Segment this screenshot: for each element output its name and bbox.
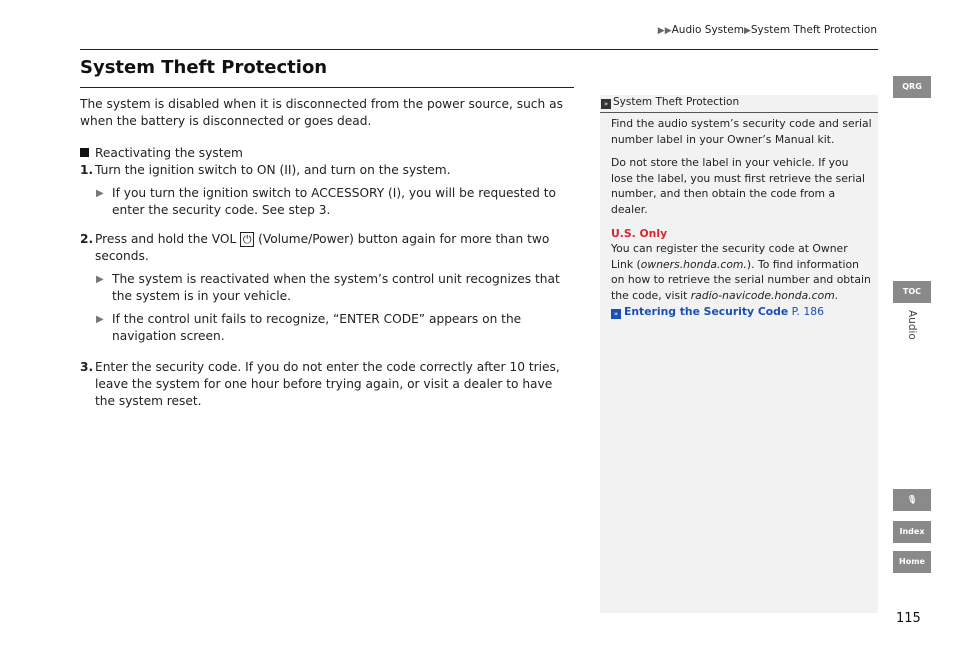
breadcrumb-section[interactable]: Audio System [671,24,744,36]
section-side-label: Audio [906,310,918,340]
tab-voice[interactable] [893,489,931,511]
step-2-note-2 [80,311,574,345]
tab-toc[interactable]: TOC [893,281,931,303]
note-text: The system is reactivated when the system’s control unit recognizes that the system is in your vehicle. [112,272,560,303]
intro-paragraph: The system is disabled when it is disconnected from the power source, such as when the battery is disconnected or goes dead. [80,97,563,128]
breadcrumb [658,24,877,36]
section-heading [80,145,574,162]
link-arrow-icon: » [611,309,621,319]
square-bullet-icon [80,148,89,157]
step-number: 3. [80,360,94,374]
reference-icon: » [601,99,611,109]
triangle-bullet-icon: ▶ [96,274,104,285]
sidebar-heading-text: System Theft Protection [613,96,740,108]
page-number: 115 [896,611,921,626]
step-text-b: (Volume/Power) button again for more than two seconds. [95,232,550,263]
security-code-link[interactable] [611,304,873,320]
step-text: Enter the security code. If you do not enter the code correctly after 10 tries, leave the system for one hour before trying again, or visit a dealer to have the system reset. [95,360,560,408]
step-2 [80,231,574,265]
note-text: If the control unit fails to recognize, “ENTER CODE” appears on the navigation screen. [112,312,522,343]
note-text: If you turn the ignition switch to ACCESSORY (I), you will be requested to enter the security code. See step 3. [112,186,556,217]
step-1-note [80,185,574,219]
main-content [80,96,574,410]
power-button-icon: ⏻ [240,232,254,247]
triangle-bullet-icon: ▶ [96,188,104,199]
tab-home[interactable]: Home [893,551,931,573]
microphone-icon: 🎙 [906,495,918,504]
sidebar-notes [600,95,878,613]
step-text-a: Press and hold the VOL [95,232,237,246]
top-divider [80,49,878,50]
tab-index[interactable]: Index [893,521,931,543]
title-divider [80,87,574,88]
step-text: Turn the ignition switch to ON (II), and turn on the system. [95,163,451,177]
page-title: System Theft Protection [80,57,328,78]
step-3 [80,359,574,410]
sidebar-paragraph-1: Find the audio system’s security code and serial number label in your Owner’s Manual kit. [611,117,872,146]
triangle-bullet-icon: ▶ [96,314,104,325]
step-2-note-1 [80,271,574,305]
link-page[interactable]: P. 186 [788,304,824,318]
sidebar-heading [600,95,878,113]
link-text[interactable]: Entering the Security Code [624,304,789,318]
step-number: 1. [80,163,94,177]
sidebar-body [611,116,873,327]
owner-link-url: owners.honda.com. [640,257,747,271]
tab-qrg[interactable]: QRG [893,76,931,98]
step-number: 2. [80,232,94,246]
us-only-label: U.S. Only [611,226,668,240]
section-heading-text: Reactivating the system [95,146,243,160]
sidebar-paragraph-2: Do not store the label in your vehicle. If you lose the label, you must first retrieve the serial number, and then obtain the code from a dealer. [611,156,865,216]
step-1 [80,162,574,179]
breadcrumb-separator-icon: ▶ [743,26,751,36]
breadcrumb-page: System Theft Protection [750,24,877,36]
breadcrumb-arrow-icon: ▶▶ [657,26,672,36]
sidebar-paragraph-3: You can register the security code at Owner Link (owners.honda.com.). To find information on how to retrieve the serial number and obtain the code, visit radio-navicode.honda.com. [611,242,871,302]
navicode-url: radio-navicode.honda.com [690,288,835,302]
